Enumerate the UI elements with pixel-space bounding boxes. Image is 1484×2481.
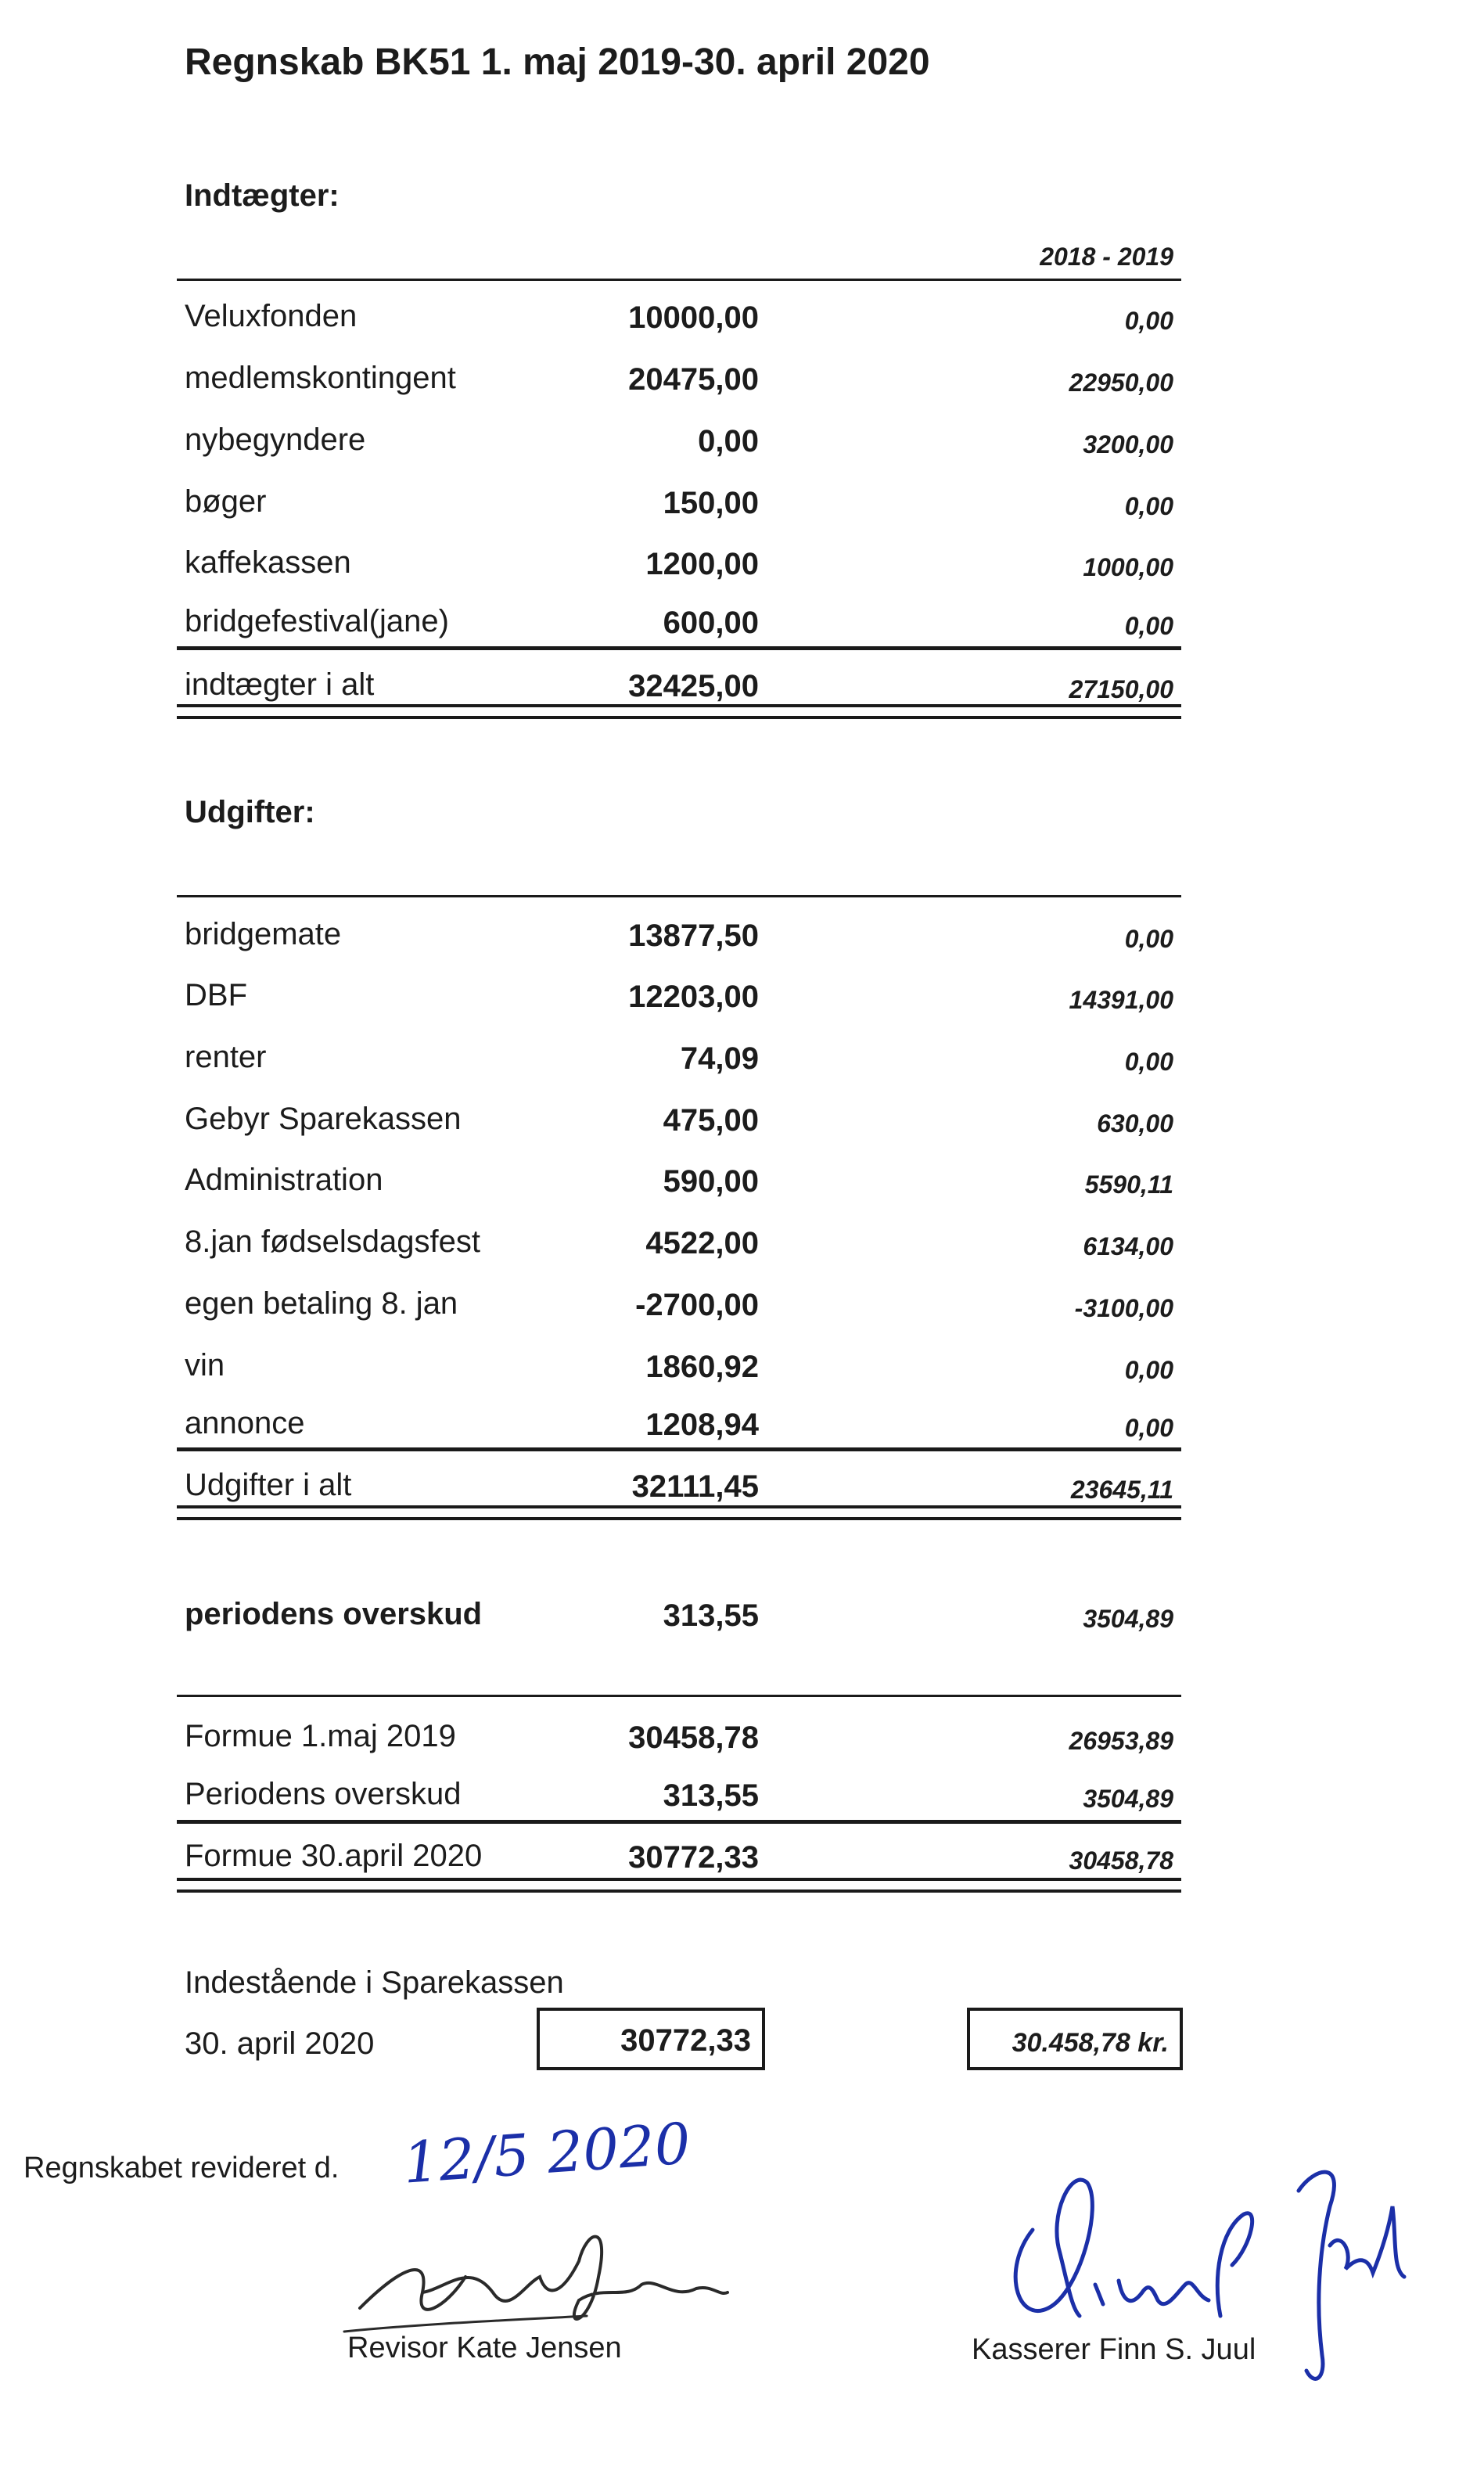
row-value: 150,00 (663, 486, 759, 520)
row-prev-value: 5590,11 (1084, 1170, 1173, 1199)
row-label: DBF (185, 978, 247, 1012)
row-value: 1860,92 (645, 1350, 759, 1384)
total-label: Formue 30.april 2020 (185, 1839, 483, 1873)
row-label: vin (185, 1348, 225, 1383)
row-prev-value: 22950,00 (1069, 369, 1173, 397)
row-label: Periodens overskud (185, 1777, 462, 1811)
bank-value: 30772,33 (620, 2023, 751, 2058)
equity-header-rule (177, 1695, 1181, 1697)
bank-date-label: 30. april 2020 (185, 2026, 375, 2061)
total-prev-value: 27150,00 (1069, 675, 1173, 703)
income-header-rule (177, 279, 1181, 281)
row-value: 10000,00 (628, 300, 759, 335)
row-label: Administration (185, 1163, 383, 1197)
row-prev-value: 0,00 (1124, 1414, 1173, 1442)
row-label: bridgemate (185, 917, 342, 951)
total-prev-value: 23645,11 (1070, 1476, 1173, 1504)
row-label: egen betaling 8. jan (185, 1286, 458, 1321)
row-label: nybegyndere (185, 422, 366, 457)
bank-prev-value: 30.458,78 kr. (1011, 2028, 1169, 2058)
income-total-rule (177, 646, 1181, 650)
row-label: kaffekassen (185, 545, 351, 580)
row-prev-value: 3200,00 (1083, 430, 1173, 458)
row-value: 74,09 (680, 1041, 759, 1076)
row-label: bridgefestival(jane) (185, 604, 449, 638)
row-prev-value: 0,00 (1124, 925, 1173, 953)
row-prev-value: 0,00 (1124, 1356, 1173, 1384)
income-heading: Indtægter: (185, 178, 340, 213)
row-prev-value: 1000,00 (1083, 553, 1173, 581)
surplus-value: 313,55 (663, 1598, 759, 1633)
row-value: 0,00 (698, 424, 759, 458)
row-prev-value: 0,00 (1124, 492, 1173, 520)
bank-value-box (537, 2008, 765, 2070)
expenses-total-rule (177, 1447, 1181, 1451)
revisor-name: Revisor Kate Jensen (347, 2332, 622, 2364)
total-label: Udgifter i alt (185, 1468, 352, 1502)
total-value: 30772,33 (628, 1840, 759, 1875)
total-value: 32425,00 (628, 669, 759, 703)
equity-total-rule (177, 1820, 1181, 1824)
document-title: Regnskab BK51 1. maj 2019-30. april 2020 (185, 41, 930, 83)
row-prev-value: 14391,00 (1069, 986, 1173, 1014)
row-value: 1200,00 (645, 547, 759, 581)
row-prev-value: 3504,89 (1083, 1785, 1173, 1813)
row-prev-value: 630,00 (1097, 1109, 1173, 1138)
income-double-rule (177, 704, 1181, 719)
row-prev-value: 0,00 (1124, 612, 1173, 640)
row-prev-value: -3100,00 (1074, 1294, 1173, 1322)
row-prev-value: 26953,89 (1069, 1727, 1173, 1755)
prev-period-header: 2018 - 2019 (1040, 243, 1173, 271)
row-value: 590,00 (663, 1164, 759, 1199)
surplus-label: periodens overskud (185, 1597, 483, 1631)
surplus-prev-value: 3504,89 (1083, 1605, 1173, 1633)
row-label: Gebyr Sparekassen (185, 1102, 462, 1136)
equity-double-rule (177, 1878, 1181, 1893)
row-value: 20475,00 (628, 362, 759, 397)
row-label: bøger (185, 484, 267, 519)
row-value: 13877,50 (628, 919, 759, 953)
row-value: 475,00 (663, 1103, 759, 1138)
total-prev-value: 30458,78 (1069, 1846, 1173, 1875)
total-value: 32111,45 (631, 1469, 759, 1504)
expenses-heading: Udgifter: (185, 795, 315, 829)
row-value: 12203,00 (628, 980, 759, 1014)
bank-label: Indestående i Sparekassen (185, 1965, 564, 2000)
bank-prev-value-box (967, 2008, 1183, 2070)
row-label: Formue 1.maj 2019 (185, 1719, 456, 1753)
row-value: 30458,78 (628, 1721, 759, 1755)
row-label: Veluxfonden (185, 299, 358, 333)
audit-label: Regnskabet revideret d. (23, 2152, 340, 2184)
row-prev-value: 0,00 (1124, 1048, 1173, 1076)
row-label: renter (185, 1040, 267, 1074)
audit-date: 12/5 2020 (401, 2110, 693, 2196)
row-value: 4522,00 (645, 1226, 759, 1260)
row-value: -2700,00 (635, 1288, 759, 1322)
total-label: indtægter i alt (185, 667, 375, 702)
kasserer-name: Kasserer Finn S. Juul (972, 2333, 1256, 2366)
row-label: annonce (185, 1406, 305, 1440)
expenses-header-rule (177, 895, 1181, 897)
row-label: medlemskontingent (185, 361, 456, 395)
row-value: 600,00 (663, 606, 759, 640)
row-prev-value: 6134,00 (1083, 1232, 1173, 1260)
row-value: 313,55 (663, 1778, 759, 1813)
row-label: 8.jan fødselsdagsfest (185, 1224, 480, 1259)
row-prev-value: 0,00 (1124, 307, 1173, 335)
expenses-double-rule (177, 1505, 1181, 1520)
row-value: 1208,94 (645, 1408, 759, 1442)
